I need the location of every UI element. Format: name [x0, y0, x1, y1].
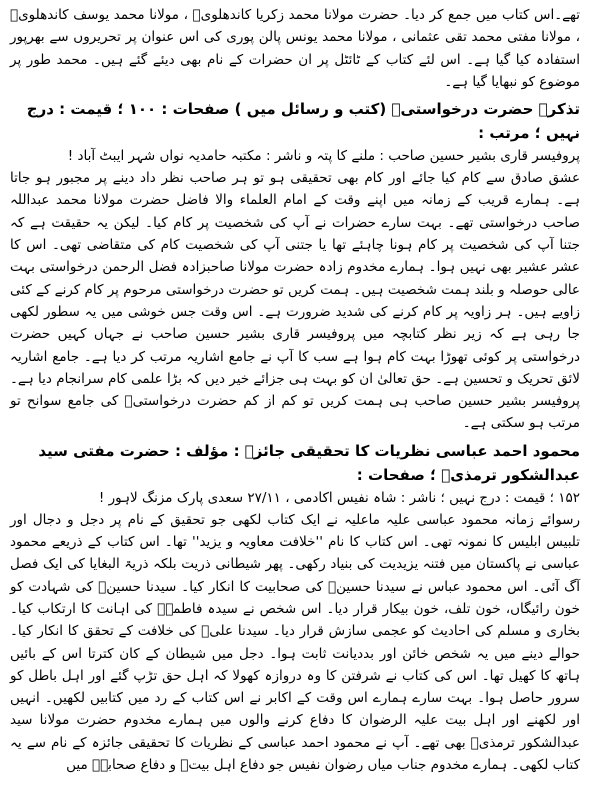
intro-paragraph: تھے۔اس کتاب میں جمع کر دیا۔ حضرت مولانا محمد زکریا کاندھلویؒ ، مولانا محمد یوسف کاندھلویؒ ، مولانا مفتی محمد تقی عثمانی ، مولانا محمد یونس پالن پوری کی اس عنوان پر تحریروں سے بھرپور استفادہ کیا گیا ہے۔ اس لئے کتاب کے ٹائٹل پر ان حضرات کے نام بھی دیئے گئے ہیں۔ محمد طور پر موضوع کو نبھایا گیا ہے۔	[10, 7, 580, 90]
review-1-heading: تذکرہ حضرت درخواستیؒ (کتب و رسائل میں ) صفحات : ۱۰۰ ؛ قیمت : درج نہیں ؛ مرتب :	[26, 100, 580, 143]
review-2-publisher-line: ۱۵۲ ؛ قیمت : درج نہیں ؛ ناشر : شاہ نفیس اکادمی ، ۲۷/۱۱ سعدی پارک مزنگ لاہور !	[98, 489, 580, 506]
review-2-heading: محمود احمد عباسی نظریات کا تحقیقی جائزہ : مؤلف : حضرت مفتی سید عبدالشکور ترمذیؒ ؛ صفحات :	[38, 441, 580, 484]
review-2-body: رسوائے زمانہ محمود عباسی علیہ ماعلیہ نے ایک کتاب لکھی جو تحقیق کے نام پر دجل و دجال اور تلبیس ابلیس کا نمونہ تھی۔ اس کتاب کا نام ''خلافت معاویہ و یزید'' تھا۔ اس کتاب کے ذریعے محمود عباسی نے پاکستان میں فتنہ یزیدیت کی بنیاد رکھی۔ پھر شیطانی ذریت بلکہ ذریۃ البغایا کی ایک فصل آگ آئی۔ اس محمود عباس نے سیدنا حسینؓ کی صحابیت کا انکار کیا۔ سیدنا حسینؓ کی شہادت کو خون رائیگاں، خون تلف، خون بیکار قرار دیا۔ اس شخص نے سیدہ فاطمہؓ کی اہانت کا ارتکاب کیا۔ بخاری و مسلم کی احادیث کو عجمی سازش قرار دیا۔ سیدنا علیؓ کی خلافت کے تحقق کا انکار کیا۔ حوالے دینے میں یہ شخص خائن اور بددیانت ثابت ہوا۔ دجل میں شیطان کے کان کترتا اس کے بائیں ہاتھ کا کھیل تھا۔ اس کی کتاب نے شرفتن کا وہ دروازہ کھولا کہ اہل حق تڑپ گئے اور اہل باطل کو سرور حاصل ہوا۔ بہت سارے ہمارے اس وقت کے اکابر نے اس کتاب کے رد میں کتابیں لکھیں۔ انہیں اور لکھنے اور اہل بیت علیہ الرضوان کا دفاع کرنے والوں میں ہمارے مخدوم حضرت مولانا سید عبدالشکور ترمذیؒ بھی تھے۔ آپ نے محمود احمد عباسی کے نظریات کا تحقیقی جائزہ کے نام سے یہ کتاب لکھی۔ ہمارے مخدوم جناب میاں رضوان نفیس جو دفاع اہل بیتؓ و دفاع صحابہؓ میں	[10, 511, 580, 774]
review-1-body: عشق صادق سے کام کیا جائے اور کام بھی تحقیقی ہو تو ہر صاحب نظر داد دینے پر مجبور ہو جاتا ہے۔ ہمارے قریب کے زمانہ میں اپنے وقت کے امام العلماء والا فاضل حضرت مولانا محمد عبداللہ صاحب درخواستی تھے۔ بہت سارے حضرات نے آپ کی شخصیت پر کام کیا۔ لیکن یہ حقیقت ہے کہ جتنا آپ کی شخصیت پر کام ہونا چاہئے تھا یا جتنی آپ کی شخصیت کام کی متقاضی تھی۔ اس کا عشر عشیر بھی نہیں ہوا۔ ہمارے مخدوم زادہ حضرت مولانا صاحبزادہ فضل الرحمن درخواستی بہت عالی حوصلہ و بلند ہمت شخصیت ہیں۔ ہمت کریں تو حضرت درخواستی مرحوم پر کام کرنے کے کئی زاویے ہیں۔ ہر زاویہ پر کام کرنے کی شدید ضرورت ہے۔ اس وقت جس خوشی میں یہ سطور لکھی جا رہی ہے کہ زیر نظر کتابچہ میں پروفیسر قاری بشیر حسین صاحب نے جہاں کہیں حضرت درخواستی پر کوئی تھوڑا بہت کام ہوا ہے سب کا آپ نے جامع اشاریہ مرتب کر دیا ہے۔ جامع اشاریہ لائق تحریک و تحسین ہے۔ حق تعالیٰ ان کو بہت ہی جزائے خیر دیں کہ بڑا علمی کام سرانجام دیا ہے۔ پروفیسر بشیر حسین صاحب ہی ہمت کریں تو کم از کم حضرت درخواستیؒ کی جامع سوانح تو مرتب ہو سکتی ہے۔	[10, 170, 580, 432]
review-1-publisher-line: پروفیسر قاری بشیر حسین صاحب : ملنے کا پتہ و ناشر : مکتبہ حامدیہ نواں شہر ایبٹ آباد !	[67, 148, 580, 165]
